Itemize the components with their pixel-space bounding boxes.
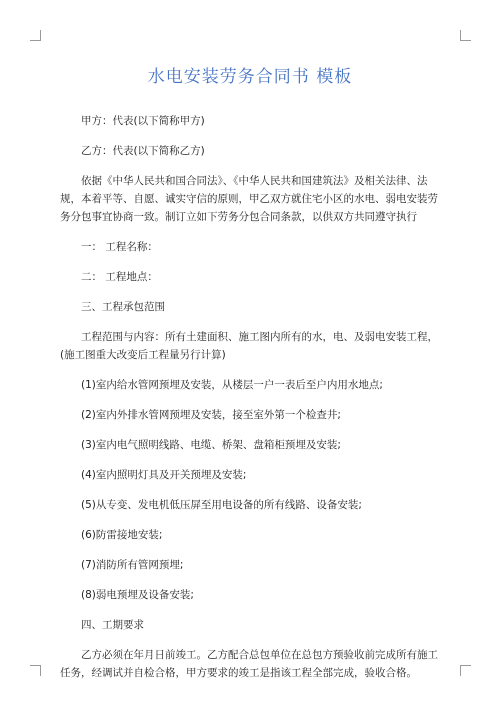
party-b-line: 乙方：代表(以下简称乙方) <box>81 145 205 157</box>
scope-item: (7)消防所有管网预埋; <box>81 559 184 571</box>
scope-item: (2)室内外排水管网预埋及安装，接至室外第一个检查井; <box>81 409 341 421</box>
project-location-line: 二： 工程地点： <box>81 271 158 283</box>
margin-corner-top-left <box>30 30 41 41</box>
schedule-paragraph: 乙方必须在年月日前竣工。乙方配合总包单位在总包方预验收前完成所有施工任务，经调试并自检合格，甲方要求的竣工是指该工程全部完成，验收合格。 <box>60 649 438 679</box>
margin-corner-top-right <box>460 30 471 41</box>
document-title: 水电安装劳务合同书 模板 <box>147 67 353 87</box>
scope-heading: 三、工程承包范围 <box>81 301 165 313</box>
scope-item: (3)室内电气照明线路、电缆、桥架、盘箱柜预埋及安装; <box>81 439 341 451</box>
scope-item: (6)防雷接地安装; <box>81 529 163 541</box>
party-a-line: 甲方：代表(以下简称甲方) <box>81 115 205 127</box>
scope-item: (8)弱电预埋及设备安装; <box>81 589 194 601</box>
scope-item: (1)室内给水管网预埋及安装，从楼层一户一表后至户内用水地点; <box>81 379 383 391</box>
scope-item: (5)从专变、发电机低压屏至用电设备的所有线路、设备安装; <box>81 499 362 511</box>
scope-paragraph: 工程范围与内容：所有土建面积、施工图内所有的水，电、及弱电安装工程，(施工图重大改变后工程量另行计算) <box>60 331 438 361</box>
schedule-heading: 四、工期要求 <box>81 619 144 631</box>
preamble-paragraph: 依据《中华人民共和国合同法》、《中华人民共和国建筑法》及相关法律、法规，本着平等、自愿、诚实守信的原则，甲乙双方就住宅小区的水电、弱电安装劳务分包事宜协商一致。制订立如下劳务分包合同条款，以供双方共同遵守执行 <box>60 175 438 223</box>
margin-corner-bottom-right <box>460 665 471 676</box>
margin-corner-bottom-left <box>30 665 41 676</box>
project-name-line: 一： 工程名称： <box>81 241 158 253</box>
scope-item: (4)室内照明灯具及开关预埋及安装; <box>81 469 247 481</box>
document-body <box>60 112 448 694</box>
